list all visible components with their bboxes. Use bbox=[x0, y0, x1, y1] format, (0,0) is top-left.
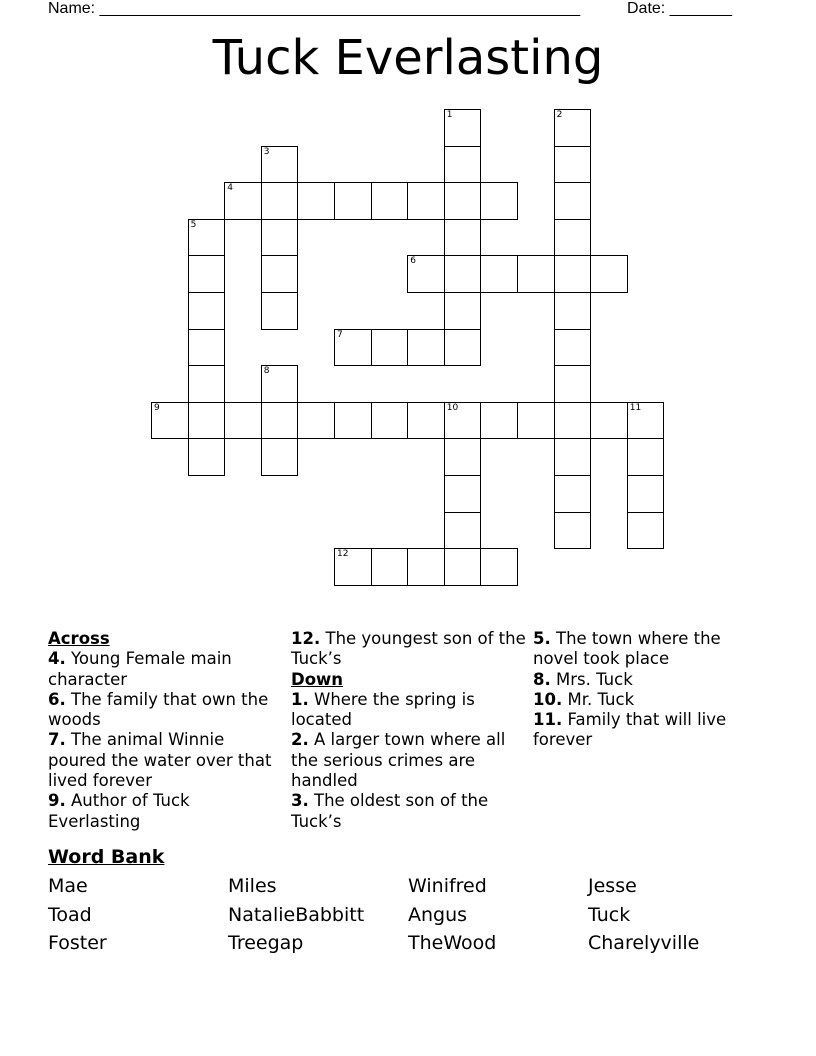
crossword-cell[interactable] bbox=[627, 475, 665, 513]
crossword-cell[interactable] bbox=[444, 182, 482, 220]
crossword-cell[interactable] bbox=[444, 292, 482, 330]
crossword-cell[interactable] bbox=[297, 182, 335, 220]
clue-number: 6. bbox=[48, 689, 66, 709]
crossword-cell[interactable] bbox=[480, 402, 518, 440]
crossword-cell[interactable] bbox=[590, 255, 628, 293]
clue-text: The town where the novel took place bbox=[533, 629, 721, 669]
clue-number: 2. bbox=[291, 730, 309, 750]
clue-number-label: 7 bbox=[337, 329, 343, 340]
clue-down-1 bbox=[291, 690, 527, 731]
crossword-cell[interactable] bbox=[554, 402, 592, 440]
clue-text: Mrs. Tuck bbox=[556, 669, 633, 689]
word-bank-word: Treegap bbox=[228, 932, 304, 954]
clue-across-12 bbox=[291, 629, 527, 670]
crossword-cell[interactable] bbox=[188, 329, 226, 367]
word-bank-word: TheWood bbox=[408, 932, 497, 954]
crossword-cell[interactable] bbox=[224, 402, 262, 440]
crossword-cell[interactable] bbox=[334, 329, 372, 367]
crossword-cell[interactable] bbox=[554, 365, 592, 403]
clue-number-label: 5 bbox=[190, 219, 197, 230]
crossword-cell[interactable] bbox=[554, 146, 592, 184]
crossword-cell[interactable] bbox=[480, 182, 518, 220]
clue-text: Young Female main character bbox=[48, 649, 232, 689]
crossword-cell[interactable] bbox=[554, 182, 592, 220]
clue-text: The oldest son of the Tuck’s bbox=[291, 791, 489, 831]
clue-down-2 bbox=[291, 730, 527, 791]
clue-number-label: 10 bbox=[446, 402, 459, 413]
crossword-cell[interactable] bbox=[480, 255, 518, 293]
crossword-cell[interactable] bbox=[188, 255, 226, 293]
clue-number: 8. bbox=[533, 669, 551, 689]
crossword-cell[interactable] bbox=[407, 548, 445, 586]
crossword-cell[interactable] bbox=[224, 182, 262, 220]
clue-number-label: 1 bbox=[446, 110, 453, 120]
crossword-cell[interactable] bbox=[444, 329, 482, 367]
crossword-cell[interactable] bbox=[297, 402, 335, 440]
crossword-cell[interactable] bbox=[444, 219, 482, 257]
crossword-cell[interactable] bbox=[444, 146, 482, 184]
crossword-cell[interactable] bbox=[261, 255, 299, 293]
clue-text: Where the spring is located bbox=[291, 689, 475, 730]
clue-number-label: 4 bbox=[227, 183, 233, 194]
crossword-cell[interactable] bbox=[407, 402, 445, 440]
crossword-cell[interactable] bbox=[444, 402, 482, 440]
date-field-line: Date: _______ bbox=[627, 0, 732, 17]
word-bank-word: Miles bbox=[228, 875, 277, 897]
crossword-cell[interactable] bbox=[188, 292, 226, 330]
crossword-cell[interactable] bbox=[444, 438, 482, 476]
clue-text: Mr. Tuck bbox=[567, 689, 635, 709]
clue-column-2 bbox=[291, 629, 527, 832]
crossword-cell[interactable] bbox=[407, 182, 445, 220]
word-bank-word: Toad bbox=[48, 904, 92, 926]
crossword-cell[interactable] bbox=[517, 255, 555, 293]
crossword-cell[interactable] bbox=[188, 365, 226, 403]
clue-number-label: 11 bbox=[629, 402, 642, 413]
clue-text: The family that own the woods bbox=[48, 689, 269, 730]
clue-number: 10. bbox=[533, 689, 563, 709]
crossword-cell[interactable] bbox=[554, 219, 592, 257]
crossword-cell[interactable] bbox=[334, 402, 372, 440]
clue-number: 4. bbox=[48, 649, 66, 669]
crossword-cell[interactable] bbox=[261, 365, 299, 403]
clue-text: Author of Tuck Everlasting bbox=[48, 791, 190, 831]
word-bank-word: Angus bbox=[408, 904, 468, 926]
clue-down-3 bbox=[291, 791, 527, 832]
crossword-cell[interactable] bbox=[188, 219, 226, 257]
clue-number-label: 3 bbox=[263, 146, 270, 157]
word-bank-title: Word Bank bbox=[48, 846, 165, 868]
crossword-cell[interactable] bbox=[371, 402, 409, 440]
crossword-cell[interactable] bbox=[554, 512, 592, 550]
crossword-cell[interactable] bbox=[371, 548, 409, 586]
crossword-cell[interactable] bbox=[261, 182, 299, 220]
clue-number-label: 2 bbox=[556, 110, 563, 120]
clue-number-label: 9 bbox=[154, 402, 160, 413]
clue-across-6 bbox=[48, 690, 284, 731]
clue-across-9 bbox=[48, 791, 284, 832]
crossword-cell[interactable] bbox=[371, 182, 409, 220]
crossword-cell[interactable] bbox=[554, 329, 592, 367]
crossword-cell[interactable] bbox=[371, 329, 409, 367]
clue-number: 7. bbox=[48, 730, 66, 750]
crossword-cell[interactable] bbox=[480, 548, 518, 586]
clue-down-11 bbox=[533, 710, 769, 751]
crossword-cell[interactable] bbox=[261, 219, 299, 257]
clue-number: 12. bbox=[291, 629, 321, 648]
clue-text: The animal Winnie poured the water over that lived forever bbox=[48, 730, 272, 791]
clue-number: 1. bbox=[291, 689, 309, 709]
clue-text: Family that will live forever bbox=[533, 710, 727, 750]
clue-down-5 bbox=[533, 629, 769, 670]
word-bank-word: Winifred bbox=[408, 875, 487, 897]
crossword-cell[interactable] bbox=[444, 255, 482, 293]
crossword-cell[interactable] bbox=[261, 438, 299, 476]
clue-number-label: 6 bbox=[410, 256, 416, 267]
word-bank-word: NatalieBabbitt bbox=[228, 904, 365, 926]
crossword-cell[interactable] bbox=[554, 475, 592, 513]
crossword-cell[interactable] bbox=[261, 146, 299, 184]
crossword-cell[interactable] bbox=[151, 402, 189, 440]
word-bank-word: Tuck bbox=[588, 904, 631, 926]
name-field-line: Name: ______________________________________________________ bbox=[48, 0, 581, 17]
word-bank-word: Jesse bbox=[588, 875, 637, 897]
crossword-cell[interactable] bbox=[590, 402, 628, 440]
clue-number: 3. bbox=[291, 791, 309, 811]
crossword-cell[interactable] bbox=[334, 182, 372, 220]
clue-number-label: 8 bbox=[263, 366, 270, 377]
word-bank-word: Charelyville bbox=[588, 932, 700, 954]
clue-text: A larger town where all the serious crimes are handled bbox=[291, 730, 506, 791]
crossword-cell[interactable] bbox=[627, 402, 665, 440]
clue-number: 5. bbox=[533, 629, 551, 648]
crossword-cell[interactable] bbox=[554, 255, 592, 293]
crossword-cell[interactable] bbox=[444, 475, 482, 513]
crossword-cell[interactable] bbox=[517, 402, 555, 440]
crossword-cell[interactable] bbox=[407, 329, 445, 367]
clue-across-4 bbox=[48, 649, 284, 690]
crossword-cell[interactable] bbox=[188, 438, 226, 476]
clue-number: 9. bbox=[48, 791, 66, 811]
crossword-cell[interactable] bbox=[554, 292, 592, 330]
clue-number-label: 12 bbox=[337, 549, 349, 560]
crossword-cell[interactable] bbox=[554, 438, 592, 476]
crossword-cell[interactable] bbox=[261, 292, 299, 330]
clue-down-10 bbox=[533, 690, 769, 710]
clue-column-3 bbox=[533, 629, 769, 751]
word-bank-word: Mae bbox=[48, 875, 88, 897]
across-heading: Across bbox=[48, 629, 110, 648]
clue-column-1 bbox=[48, 629, 284, 832]
clue-text: The youngest son of the Tuck’s bbox=[291, 629, 526, 669]
crossword-cell[interactable] bbox=[444, 109, 482, 147]
clue-number: 11. bbox=[533, 710, 563, 730]
crossword-cell[interactable] bbox=[407, 255, 445, 293]
down-heading: Down bbox=[291, 669, 344, 689]
crossword-cell[interactable] bbox=[554, 109, 592, 147]
crossword-cell[interactable] bbox=[444, 512, 482, 550]
crossword-cell[interactable] bbox=[261, 402, 299, 440]
crossword-cell[interactable] bbox=[188, 402, 226, 440]
crossword-cell[interactable] bbox=[627, 512, 665, 550]
page-title: Tuck Everlasting bbox=[212, 30, 604, 86]
clue-down-8 bbox=[533, 670, 769, 690]
crossword-cell[interactable] bbox=[627, 438, 665, 476]
crossword-cell[interactable] bbox=[334, 548, 372, 586]
clue-across-7 bbox=[48, 730, 284, 791]
crossword-cell[interactable] bbox=[444, 548, 482, 586]
word-bank-word: Foster bbox=[48, 932, 107, 954]
